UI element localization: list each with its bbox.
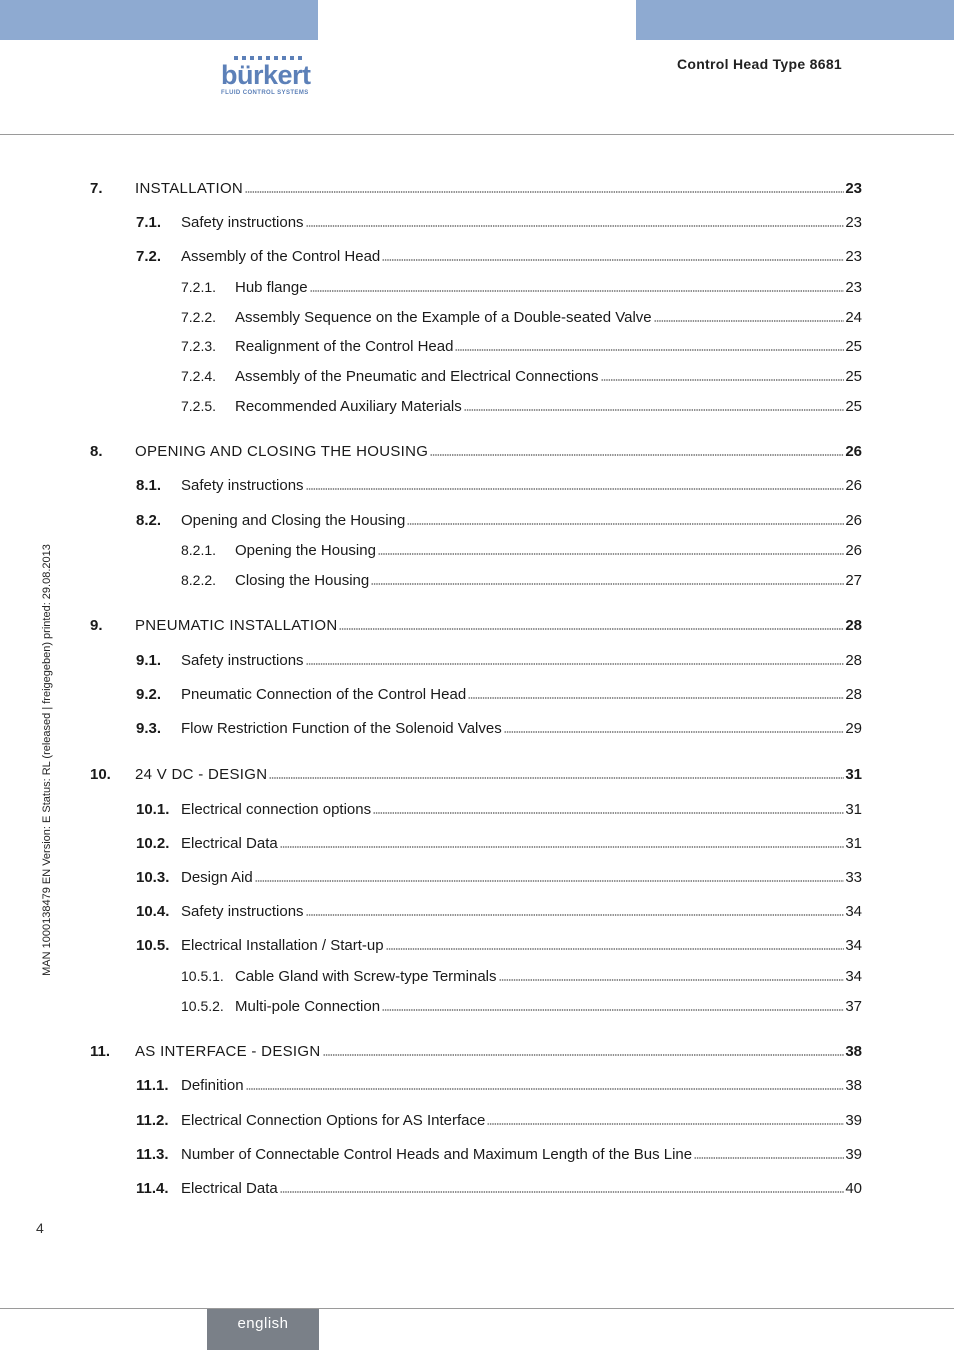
toc-page: 26 xyxy=(845,443,862,460)
toc-page: 29 xyxy=(845,720,862,737)
toc-leader xyxy=(306,225,845,227)
toc-title: Definition xyxy=(181,1077,244,1094)
toc-entry[interactable] xyxy=(90,1043,862,1061)
toc-entry[interactable] xyxy=(90,443,862,461)
toc-entry[interactable] xyxy=(136,1077,862,1095)
toc-title: 24 V DC - DESIGN xyxy=(135,766,268,783)
toc-title: Flow Restriction Function of the Solenoid Valves xyxy=(181,720,502,737)
toc-number: 10.1. xyxy=(136,801,170,818)
toc-page: 25 xyxy=(845,338,862,355)
toc-entry[interactable] xyxy=(136,512,862,530)
toc-entry[interactable] xyxy=(181,571,862,590)
toc-title: Safety instructions xyxy=(181,477,304,494)
toc-number: 8.2.1. xyxy=(181,542,217,558)
toc-leader xyxy=(382,1009,844,1011)
toc-title: Hub flange xyxy=(235,279,308,296)
toc-number: 7.2.5. xyxy=(181,398,217,414)
toc-page: 39 xyxy=(845,1112,862,1129)
toc-title: Assembly of the Pneumatic and Electrical Connections xyxy=(235,368,599,385)
toc-entry[interactable] xyxy=(136,869,862,887)
toc-leader xyxy=(306,914,845,916)
toc-entry[interactable] xyxy=(136,1112,862,1130)
toc-entry[interactable] xyxy=(181,997,862,1016)
toc-page: 25 xyxy=(845,368,862,385)
toc-title: AS INTERFACE - DESIGN xyxy=(135,1043,321,1060)
toc-entry[interactable] xyxy=(136,477,862,495)
toc-page: 40 xyxy=(845,1180,862,1197)
toc-title: Electrical connection options xyxy=(181,801,372,818)
logo-wordmark: bürkert xyxy=(221,60,311,90)
toc-page: 28 xyxy=(845,686,862,703)
toc-number: 7.2.2. xyxy=(181,309,217,325)
toc-number: 10.2. xyxy=(136,835,170,852)
toc-number: 10. xyxy=(90,766,111,783)
toc-title: Assembly of the Control Head xyxy=(181,248,381,265)
footer-divider xyxy=(0,1308,954,1309)
toc-leader xyxy=(310,290,845,292)
toc-leader xyxy=(269,777,844,779)
toc-title: OPENING AND CLOSING THE HOUSING xyxy=(135,443,429,460)
toc-leader xyxy=(468,697,844,699)
toc-page: 33 xyxy=(845,869,862,886)
toc-leader xyxy=(430,454,844,456)
side-document-info: MAN 1000138479 EN Version: E Status: RL (released | freigegeben) printed: 29.08.2013 xyxy=(41,544,53,976)
toc-leader xyxy=(386,948,845,950)
toc-entry[interactable] xyxy=(181,397,862,416)
toc-number: 11.1. xyxy=(136,1077,169,1094)
toc-title: Recommended Auxiliary Materials xyxy=(235,398,462,415)
toc-number: 7.1. xyxy=(136,214,162,231)
toc-entry[interactable] xyxy=(136,686,862,704)
toc-leader xyxy=(499,979,845,981)
toc-leader xyxy=(382,259,844,261)
toc-leader xyxy=(464,409,845,411)
toc-leader xyxy=(280,1191,845,1193)
toc-page: 31 xyxy=(845,835,862,852)
toc-number: 11.3. xyxy=(136,1146,169,1163)
toc-leader xyxy=(373,812,844,814)
toc-page: 25 xyxy=(845,398,862,415)
toc-entry[interactable] xyxy=(136,720,862,738)
toc-entry[interactable] xyxy=(90,180,862,198)
toc-title: Safety instructions xyxy=(181,652,304,669)
toc-page: 37 xyxy=(845,998,862,1015)
toc-entry[interactable] xyxy=(136,937,862,955)
toc-page: 23 xyxy=(845,248,862,265)
toc-number: 10.3. xyxy=(136,869,170,886)
toc-number: 7. xyxy=(90,180,103,197)
toc-title: Safety instructions xyxy=(181,903,304,920)
toc-number: 11. xyxy=(90,1043,111,1060)
toc-leader xyxy=(487,1123,844,1125)
toc-page: 28 xyxy=(845,617,862,634)
toc-entry[interactable] xyxy=(181,541,862,560)
toc-entry[interactable] xyxy=(181,308,862,327)
toc-page: 23 xyxy=(845,214,862,231)
toc-number: 7.2.3. xyxy=(181,338,217,354)
toc-page: 34 xyxy=(845,903,862,920)
toc-title: Electrical Connection Options for AS Interface xyxy=(181,1112,486,1129)
toc-leader xyxy=(694,1157,844,1159)
logo-subtext: FLUID CONTROL SYSTEMS xyxy=(221,90,309,96)
toc-page: 39 xyxy=(845,1146,862,1163)
toc-page: 26 xyxy=(845,542,862,559)
page-number: 4 xyxy=(36,1220,44,1236)
toc-page: 31 xyxy=(845,766,862,783)
toc-number: 8.2. xyxy=(136,512,162,529)
toc-page: 38 xyxy=(845,1043,862,1060)
toc-number: 7.2.1. xyxy=(181,279,217,295)
toc-leader xyxy=(306,488,845,490)
toc-number: 10.5. xyxy=(136,937,170,954)
toc-title: Pneumatic Connection of the Control Head xyxy=(181,686,467,703)
toc-leader xyxy=(378,553,844,555)
toc-number: 7.2.4. xyxy=(181,368,217,384)
toc-title: PNEUMATIC INSTALLATION xyxy=(135,617,338,634)
toc-leader xyxy=(246,1088,845,1090)
toc-leader xyxy=(306,663,845,665)
toc-title: Multi-pole Connection xyxy=(235,998,381,1015)
toc-leader xyxy=(323,1054,845,1056)
toc-number: 9.1. xyxy=(136,652,162,669)
toc-page: 38 xyxy=(845,1077,862,1094)
toc-number: 9.3. xyxy=(136,720,162,737)
toc-entry[interactable] xyxy=(181,967,862,986)
toc-entry[interactable] xyxy=(136,835,862,853)
toc-leader xyxy=(504,731,845,733)
toc-entry[interactable] xyxy=(136,652,862,670)
toc-entry[interactable] xyxy=(136,1146,862,1164)
toc-number: 9.2. xyxy=(136,686,162,703)
toc-number: 8. xyxy=(90,443,103,460)
toc-number: 10.5.2. xyxy=(181,998,224,1014)
document-title: Control Head Type 8681 xyxy=(676,56,842,72)
toc-page: 23 xyxy=(845,180,862,197)
toc-title: Closing the Housing xyxy=(235,572,370,589)
toc-page: 24 xyxy=(845,309,862,326)
toc-title: Safety instructions xyxy=(181,214,304,231)
toc-leader xyxy=(255,880,845,882)
toc-title: Assembly Sequence on the Example of a Double-seated Valve xyxy=(235,309,652,326)
toc-number: 8.1. xyxy=(136,477,162,494)
toc-leader xyxy=(601,379,845,381)
toc-title: Electrical Data xyxy=(181,835,278,852)
toc-entry[interactable] xyxy=(181,367,862,386)
toc-entry[interactable] xyxy=(181,337,862,356)
toc-number: 11.4. xyxy=(136,1180,169,1197)
toc-leader xyxy=(339,628,844,630)
toc-page: 27 xyxy=(845,572,862,589)
language-tab[interactable]: english xyxy=(207,1309,319,1350)
toc-page: 34 xyxy=(845,937,862,954)
toc-page: 31 xyxy=(845,801,862,818)
toc-page: 26 xyxy=(845,512,862,529)
toc-leader xyxy=(280,846,845,848)
toc-title: Cable Gland with Screw-type Terminals xyxy=(235,968,497,985)
toc-number: 7.2. xyxy=(136,248,162,265)
toc-leader xyxy=(245,191,844,193)
toc-title: Opening and Closing the Housing xyxy=(181,512,406,529)
toc-page: 34 xyxy=(845,968,862,985)
toc-leader xyxy=(654,320,845,322)
toc-title: Realignment of the Control Head xyxy=(235,338,454,355)
toc-number: 9. xyxy=(90,617,103,634)
toc-entry[interactable] xyxy=(181,278,862,297)
toc-number: 10.5.1. xyxy=(181,968,224,984)
toc-entry[interactable] xyxy=(136,1180,862,1198)
toc-title: Opening the Housing xyxy=(235,542,376,559)
toc-title: Electrical Data xyxy=(181,1180,278,1197)
toc-title: INSTALLATION xyxy=(135,180,244,197)
toc-entry[interactable] xyxy=(136,903,862,921)
toc-entry[interactable] xyxy=(136,248,862,266)
toc-number: 8.2.2. xyxy=(181,572,217,588)
toc-entry[interactable] xyxy=(90,617,862,635)
toc-title: Electrical Installation / Start-up xyxy=(181,937,384,954)
toc-number: 11.2. xyxy=(136,1112,169,1129)
toc-entry[interactable] xyxy=(90,766,862,784)
toc-page: 26 xyxy=(845,477,862,494)
toc-page: 28 xyxy=(845,652,862,669)
toc-leader xyxy=(455,349,844,351)
toc-title: Design Aid xyxy=(181,869,253,886)
toc-entry[interactable] xyxy=(136,214,862,232)
toc-title: Number of Connectable Control Heads and Maximum Length of the Bus Line xyxy=(181,1146,693,1163)
toc-leader xyxy=(371,583,844,585)
toc-leader xyxy=(407,523,844,525)
toc-number: 10.4. xyxy=(136,903,170,920)
toc-page: 23 xyxy=(845,279,862,296)
toc-entry[interactable] xyxy=(136,801,862,819)
